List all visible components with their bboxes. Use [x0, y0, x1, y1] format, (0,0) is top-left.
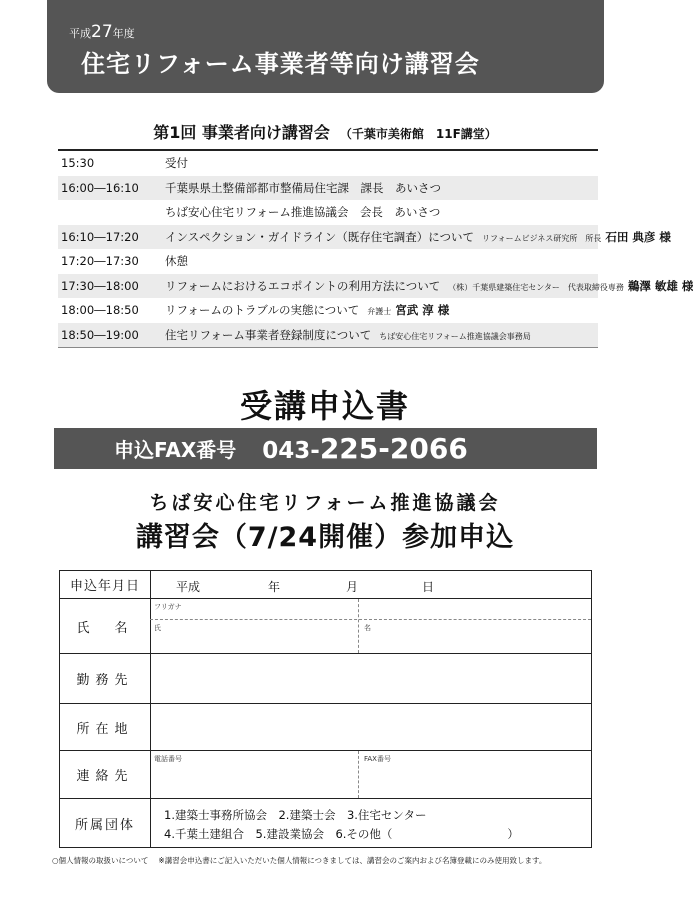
workplace-field[interactable]: [150, 654, 591, 703]
schedule-topic: リフォームのトラブルの実態について: [165, 303, 360, 318]
fax-number: 043-225-2066: [262, 432, 468, 465]
contact-label: 連絡先: [60, 751, 151, 798]
schedule-desc: [165, 253, 598, 269]
date-row: [60, 571, 591, 599]
schedule-time: 16:00―16:10: [61, 180, 139, 195]
organization-name: ちば安心住宅リフォーム推進協議会: [149, 492, 501, 514]
application-title: 受講申込書: [239, 387, 410, 425]
session-title: 第1回 事業者向け講習会 （千葉市美術館 11F講堂）: [153, 123, 497, 142]
schedule-topic: 受付: [165, 156, 188, 171]
date-label: 申込年月日: [60, 571, 151, 598]
phone-label: 電話番号: [154, 755, 182, 763]
schedule-time: 17:30―18:00: [61, 278, 139, 293]
speaker-org: 弁護士: [367, 307, 392, 317]
schedule-row: [58, 151, 598, 176]
date-day-label: 日: [422, 580, 435, 594]
schedule-row: [58, 200, 598, 225]
schedule-row: [58, 225, 671, 250]
contact-field[interactable]: [150, 751, 591, 798]
schedule-topic: インスペクション・ガイドライン（既存住宅調査）について: [165, 229, 475, 244]
name-field[interactable]: [150, 599, 591, 653]
schedule-row: [58, 176, 598, 201]
family-name-label: 氏: [154, 624, 161, 632]
schedule-time: 16:10―17:20: [61, 229, 139, 244]
header-banner: [47, 0, 604, 93]
application-form: [59, 570, 592, 848]
fax-field-label: FAX番号: [364, 755, 391, 763]
address-label: 所在地: [60, 704, 151, 750]
group-options[interactable]: [150, 799, 591, 847]
group-label: 所属団体: [60, 799, 151, 847]
group-options-line2: 4.千葉土建組合 5.建設業協会 6.その他（ ）: [164, 827, 519, 841]
speaker-org: リフォームビジネス研究所 所長: [482, 233, 602, 243]
date-year-label: 年: [268, 580, 281, 594]
name-label: 氏 名: [60, 599, 151, 653]
fax-number-bar: [54, 428, 597, 469]
group-options-line1: 1.建築士事務所協会 2.建築士会 3.住宅センター: [164, 808, 427, 822]
schedule-desc: [165, 204, 598, 220]
schedule-topic: 千葉県県土整備部都市整備局住宅課 課長 あいさつ: [165, 180, 441, 195]
schedule-time: 15:30: [61, 156, 95, 171]
speaker-org: （株）千葉県建築住宅センター 代表取締役専務: [448, 282, 624, 292]
group-row: [60, 799, 591, 847]
workplace-label: 勤務先: [60, 654, 151, 703]
furigana-label: フリガナ: [154, 603, 182, 611]
schedule-desc: [165, 180, 598, 196]
date-era: 平成: [176, 580, 201, 594]
fax-label: 申込FAX番号: [114, 438, 237, 462]
schedule-time: 18:50―19:00: [61, 327, 139, 342]
address-row: [60, 704, 591, 751]
schedule-row: [58, 249, 598, 274]
schedule-row: [58, 298, 598, 323]
schedule-desc: [165, 229, 671, 245]
schedule-row: [58, 323, 598, 348]
name-row: [60, 599, 591, 654]
schedule-topic: ちば安心住宅リフォーム推進協議会 会長 あいさつ: [165, 205, 441, 220]
date-month-label: 月: [346, 580, 359, 594]
contact-row: [60, 751, 591, 799]
speaker-name: 石田 典彦 様: [605, 229, 671, 244]
schedule-time: 18:00―18:50: [61, 303, 139, 318]
schedule-table: [58, 149, 693, 348]
speaker-name: 宮武 淳 様: [395, 303, 450, 318]
schedule-topic: リフォームにおけるエコポイントの利用方法について: [165, 278, 441, 293]
schedule-desc: [165, 327, 598, 343]
schedule-time: 17:20―17:30: [61, 254, 139, 269]
privacy-note: ○個人情報の取扱いについて ※講習会申込書にご記入いただいた個人情報につきましては、講習会のご案内および名簿登載にのみ使用致します。: [52, 856, 547, 865]
speaker-org: ちば安心住宅リフォーム推進協議会事務局: [379, 331, 531, 341]
page-title: 住宅リフォーム事業者等向け講習会: [81, 50, 480, 78]
form-title: 講習会（7/24開催）参加申込: [135, 522, 515, 553]
schedule-topic: 休憩: [165, 254, 188, 269]
fiscal-year: 平成27年度: [69, 22, 135, 42]
schedule-desc: [165, 278, 693, 294]
address-field[interactable]: [150, 704, 591, 750]
schedule-desc: [165, 302, 598, 318]
speaker-name: 鵜澤 敏雄 様: [627, 278, 693, 293]
session-venue: （千葉市美術館 11F講堂）: [339, 127, 497, 141]
date-field[interactable]: [150, 571, 591, 598]
schedule-desc: [165, 155, 598, 171]
schedule-row: [58, 274, 693, 299]
given-name-label: 名: [364, 624, 371, 632]
schedule-topic: 住宅リフォーム事業者登録制度について: [165, 327, 372, 342]
workplace-row: [60, 654, 591, 704]
